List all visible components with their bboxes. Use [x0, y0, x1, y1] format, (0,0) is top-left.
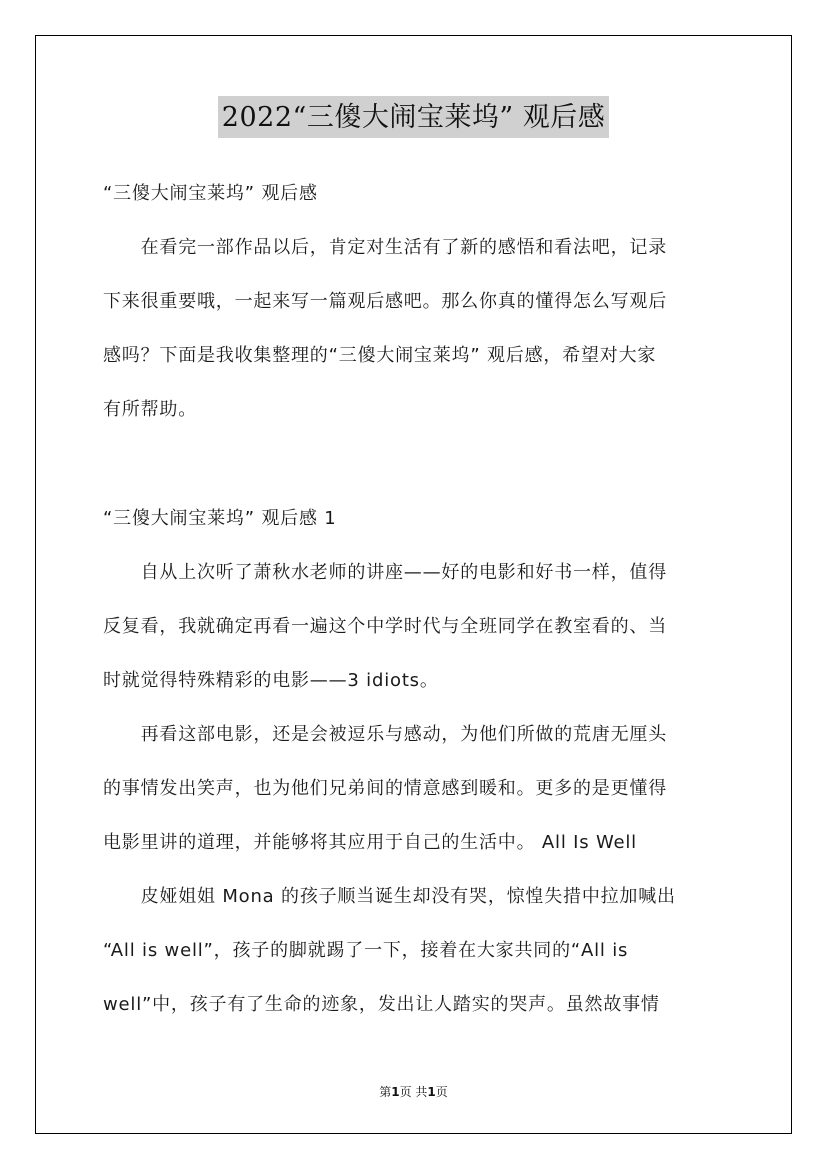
footer-mid: 页 共 — [399, 1085, 428, 1099]
body-line-8: “All is well”，孩子的脚就踢了一下，接着在大家共同的“All is — [103, 940, 629, 961]
footer-suffix: 页 — [435, 1085, 448, 1099]
body-line-1: 自从上次听了萧秋水老师的讲座——好的电影和好书一样，值得 — [103, 562, 667, 583]
body-line-6: 电影里讲的道理，并能够将其应用于自己的生活中。 All Is Well — [103, 832, 637, 853]
body-line-2: 反复看，我就确定再看一遍这个中学时代与全班同学在教室看的、当 — [103, 616, 667, 637]
body-line-4: 再看这部电影，还是会被逗乐与感动，为他们所做的荒唐无厘头 — [103, 724, 667, 745]
intro-line-4: 有所帮助。 — [103, 399, 197, 420]
footer-page-current: 1 — [391, 1085, 400, 1099]
body-line-3: 时就觉得特殊精彩的电影——3 idiots。 — [103, 670, 439, 691]
body-line-5: 的事情发出笑声，也为他们兄弟间的情意感到暖和。更多的是更懂得 — [103, 778, 667, 799]
title-container — [0, 96, 827, 138]
document-title: 2022“三傻大闹宝莱坞” 观后感 — [218, 96, 609, 138]
footer-page-total: 1 — [427, 1085, 436, 1099]
footer-prefix: 第 — [379, 1085, 392, 1099]
intro-line-2: 下来很重要哦，一起来写一篇观后感吧。那么你真的懂得怎么写观后 — [103, 291, 667, 312]
intro-line-1: 在看完一部作品以后，肯定对生活有了新的感悟和看法吧，记录 — [103, 237, 667, 258]
page-footer — [0, 1083, 827, 1100]
section-heading: “三傻大闹宝莱坞” 观后感 1 — [103, 508, 337, 529]
document-subtitle: “三傻大闹宝莱坞” 观后感 — [103, 183, 318, 204]
body-line-7: 皮娅姐姐 Mona 的孩子顺当诞生却没有哭，惊惶失措中拉加喊出 — [103, 886, 676, 907]
body-line-9: well”中，孩子有了生命的迹象，发出让人踏实的哭声。虽然故事情 — [103, 994, 660, 1015]
intro-line-3: 感吗？下面是我收集整理的“三傻大闹宝莱坞” 观后感，希望对大家 — [103, 345, 657, 366]
